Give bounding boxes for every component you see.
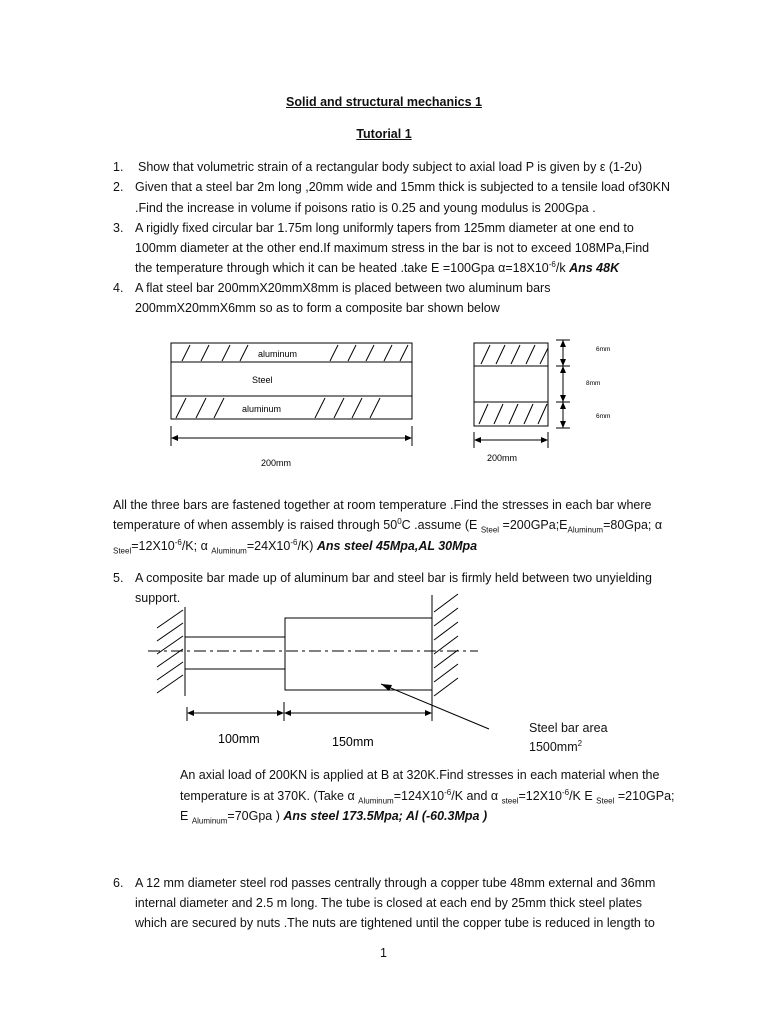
q6-number: 6. xyxy=(113,876,124,890)
q5-p2-f: =210GPa; xyxy=(614,789,675,803)
q3-line-3 xyxy=(135,258,619,278)
q4-p2-text: temperature of when assembly is raised through 50 xyxy=(113,518,398,532)
q4-fig-top-label: aluminum xyxy=(258,349,298,359)
q4-p3-text-d: /K) xyxy=(297,539,317,553)
q4-fig-dim-bot: 6mm xyxy=(596,413,611,420)
q3-line-2: 100mm diameter at the other end.If maximum stress in the bar is not to exceed 108MPa,Find xyxy=(135,241,650,255)
q5-line-2: support. xyxy=(135,591,181,605)
q5-p3-sub-al: Aluminum xyxy=(191,816,228,826)
q5-area-exp: 2 xyxy=(577,738,583,748)
q5-line-1: A composite bar made up of aluminum bar and steel bar is firmly held between two unyielding xyxy=(135,571,652,585)
q2-line-1: Given that a steel bar 2m long ,20mm wide and 15mm thick is subjected to a tensile load of30KN xyxy=(135,180,671,194)
q3-answer: Ans 48K xyxy=(569,261,620,275)
document-title: Solid and structural mechanics 1 xyxy=(286,95,482,109)
q5-p2-e: /K E xyxy=(569,789,597,803)
q5-p2-sub-steel: steel xyxy=(501,796,519,806)
q6-line-3: which are secured by nuts .The nuts are tightened until the copper tube is reduced in length to xyxy=(135,916,655,930)
q3-number: 3. xyxy=(113,221,124,235)
q4-fig-section-length: 200mm xyxy=(487,453,518,463)
q5-p2-exp-2: -6 xyxy=(561,787,570,797)
q3-line-1: A rigidly fixed circular bar 1.75m long uniformly tapers from 125mm diameter at one end to xyxy=(135,221,634,235)
q4-p3-exp-1: -6 xyxy=(174,537,182,547)
q4-p3-text-b: /K; α xyxy=(181,539,212,553)
q5-steel-area-value xyxy=(529,737,582,757)
tutorial-title: Tutorial 1 xyxy=(356,127,412,141)
q5-p2-exp-1: -6 xyxy=(444,787,452,797)
q4-p2-degree: 0 xyxy=(397,516,402,526)
q5-steel-area-label: Steel bar area xyxy=(529,721,608,735)
q3-exponent: -6 xyxy=(548,259,556,269)
q4-line-1: A flat steel bar 200mmX20mmX8mm is placed between two aluminum bars xyxy=(135,281,551,295)
q5-number: 5. xyxy=(113,571,124,585)
q4-p3-exp-2: -6 xyxy=(290,537,298,547)
q1-text: Show that volumetric strain of a rectangular body subject to axial load P is given by ε (1-2υ) xyxy=(138,160,643,174)
q4-number: 4. xyxy=(113,281,124,295)
q4-para-line-3 xyxy=(113,536,477,556)
q4-p2-text-b: C .assume (E xyxy=(401,518,481,532)
q5-para-line-1: An axial load of 200KN is applied at B at 320K.Find stresses in each material when the xyxy=(180,768,660,782)
q5-p2-c: /K and α xyxy=(451,789,502,803)
q5-p2-sub-steel-2: Steel xyxy=(596,796,615,806)
q5-para-line-3 xyxy=(180,806,487,826)
q4-p3-text: =12X10 xyxy=(131,539,175,553)
q5-p2-b: =124X10 xyxy=(393,789,445,803)
q3-unit: /k xyxy=(555,261,570,275)
q5-p2-d: =12X10 xyxy=(518,789,562,803)
q5-p3-a: E xyxy=(180,809,192,823)
q5-area-value: 1500mm xyxy=(529,740,578,754)
q4-para-line-1: All the three bars are fastened together at room temperature .Find the stresses in each bar where xyxy=(113,498,652,512)
q4-fig-bot-label: aluminum xyxy=(242,404,282,414)
q4-p2-text-d: =80Gpa; α xyxy=(603,518,663,532)
q1-number: 1. xyxy=(113,160,124,174)
q4-p2-text-c: =200GPa;E xyxy=(499,518,568,532)
q4-p3-text-c: =24X10 xyxy=(246,539,291,553)
q5-fig-len-1: 100mm xyxy=(218,732,260,746)
q5-p3-b: =70Gpa ) xyxy=(227,809,284,823)
q4-fig-length-label: 200mm xyxy=(261,458,292,468)
q4-p2-sub-steel: Steel xyxy=(480,525,500,535)
q6-line-2: internal diameter and 2.5 m long. The tube is closed at each end by 25mm thick steel plates xyxy=(135,896,643,910)
q5-answer: Ans steel 173.5Mpa; Al (-60.3Mpa ) xyxy=(283,809,488,823)
q3-line-3-text: the temperature through which it can be heated .take E =100Gpa α=18X10 xyxy=(135,261,549,275)
q4-p3-sub-aluminum: Aluminum xyxy=(211,546,247,556)
q2-number: 2. xyxy=(113,180,124,194)
q6-line-1: A 12 mm diameter steel rod passes centrally through a copper tube 48mm external and 36mm xyxy=(135,876,656,890)
q4-answer: Ans steel 45Mpa,AL 30Mpa xyxy=(316,539,478,553)
q5-p2-a: temperature is at 370K. (Take α xyxy=(180,789,359,803)
q4-fig-mid-label: Steel xyxy=(252,375,273,385)
q5-p2-sub-al: Aluminum xyxy=(358,796,394,806)
q4-p3-sub-steel: Steel xyxy=(113,546,132,556)
q4-line-2: 200mmX20mmX6mm so as to form a composite bar shown below xyxy=(135,301,500,315)
q2-line-2: .Find the increase in volume if poisons ratio is 0.25 and young modulus is 200Gpa . xyxy=(135,201,596,215)
q4-p2-sub-aluminum: Aluminum xyxy=(567,525,604,535)
q4-fig-dim-top: 6mm xyxy=(596,346,611,353)
q5-fig-len-2: 150mm xyxy=(332,735,374,749)
q4-fig-dim-mid: 8mm xyxy=(586,380,601,387)
q5-para-line-2 xyxy=(180,786,675,806)
q4-para-line-2 xyxy=(113,515,662,535)
page-number: 1 xyxy=(380,946,387,960)
